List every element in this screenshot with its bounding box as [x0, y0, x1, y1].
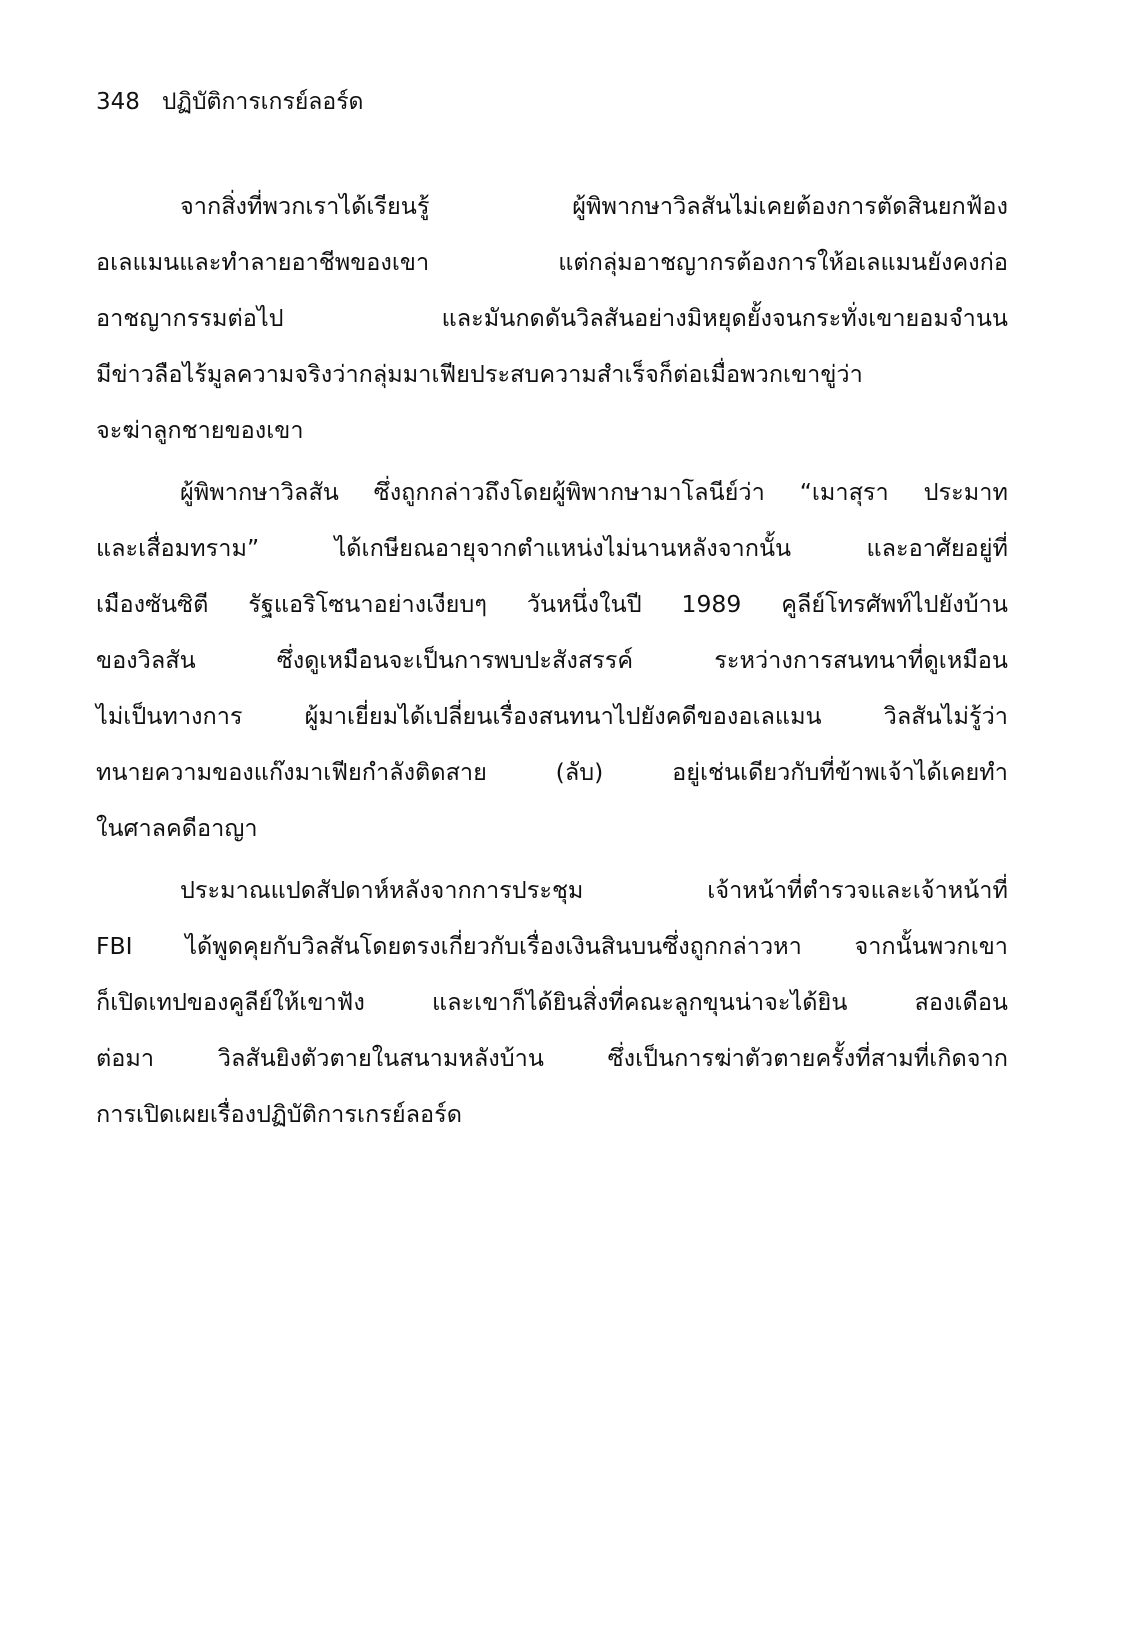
- text-line: [96, 520, 1008, 576]
- text-run: ซึ่งเป็นการฆ่าตัวตายครั้งที่สามที่เกิดจาก: [607, 1044, 1008, 1072]
- text-run: ประมาณแปดสัปดาห์หลังจากการประชุม: [180, 876, 584, 904]
- paragraph: [96, 464, 1008, 856]
- text-run: ผู้พิพากษาวิลสัน: [180, 478, 339, 506]
- running-title: ปฏิบัติการเกรย์ลอร์ด: [161, 89, 364, 115]
- text-run: จะฆ่าลูกชายของเขา: [96, 416, 304, 444]
- text-run: ได้พูดคุยกับวิลสันโดยตรงเกี่ยวกับเรื่องเงินสินบนซึ่งถูกกล่าวหา: [185, 932, 802, 960]
- text-run: ประมาท: [923, 478, 1008, 506]
- text-line: [96, 1086, 1008, 1142]
- text-run: ทนายความของแก๊งมาเฟียกำลังติดสาย: [96, 758, 487, 786]
- text-run: มีข่าวลือไร้มูลความจริงว่ากลุ่มมาเฟียประสบความสำเร็จก็ต่อเมื่อพวกเขาขู่ว่า: [96, 360, 863, 388]
- text-run: วันหนึ่งในปี: [526, 590, 642, 618]
- text-run: FBI: [96, 932, 133, 960]
- text-run: รัฐแอริโซนาอย่างเงียบๆ: [248, 590, 487, 618]
- text-line: [96, 402, 1008, 458]
- text-run: การเปิดเผยเรื่องปฏิบัติการเกรย์ลอร์ด: [96, 1100, 463, 1128]
- text-run: วิลสันยิงตัวตายในสนามหลังบ้าน: [217, 1044, 544, 1072]
- text-line: [96, 800, 1008, 856]
- text-run: จากนั้นพวกเขา: [854, 932, 1008, 960]
- text-run: ไม่เป็นทางการ: [96, 702, 243, 730]
- paragraph: [96, 178, 1008, 458]
- text-run: วิลสันไม่รู้ว่า: [883, 702, 1008, 730]
- text-run: เจ้าหน้าที่ตำรวจและเจ้าหน้าที่: [707, 876, 1008, 904]
- text-run: อาชญากรรมต่อไป: [96, 304, 284, 332]
- text-line: [96, 744, 1008, 800]
- paragraph: [96, 862, 1008, 1142]
- text-run: ซึ่งดูเหมือนจะเป็นการพบปะสังสรรค์: [276, 646, 634, 674]
- text-line: [96, 576, 1008, 632]
- text-line: [96, 632, 1008, 688]
- body-text: [96, 178, 1008, 1142]
- text-line: [96, 464, 1008, 520]
- text-run: อเลแมนและทำลายอาชีพของเขา: [96, 248, 430, 276]
- text-run: แต่กลุ่มอาชญากรต้องการให้อเลแมนยังคงก่อ: [558, 248, 1008, 276]
- text-run: เมืองซันซิตี: [96, 590, 209, 618]
- text-run: ผู้มาเยี่ยมได้เปลี่ยนเรื่องสนทนาไปยังคดีของอเลแมน: [304, 702, 822, 730]
- text-run: และเสื่อมทราม”: [96, 534, 260, 562]
- text-line: [96, 688, 1008, 744]
- text-run: ของวิลสัน: [96, 646, 196, 674]
- text-run: ซึ่งถูกกล่าวถึงโดยผู้พิพากษามาโลนีย์ว่า: [373, 478, 765, 506]
- text-run: ในศาลคดีอาญา: [96, 814, 258, 842]
- text-run: ระหว่างการสนทนาที่ดูเหมือน: [714, 646, 1008, 674]
- text-run: “เมาสุรา: [799, 478, 889, 506]
- text-run: ก็เปิดเทปของคูลีย์ให้เขาฟัง: [96, 988, 365, 1016]
- text-line: [96, 290, 1008, 346]
- text-run: จากสิ่งที่พวกเราได้เรียนรู้: [180, 192, 430, 220]
- text-line: [96, 918, 1008, 974]
- text-line: [96, 346, 1008, 402]
- text-run: ต่อมา: [96, 1044, 155, 1072]
- text-run: สองเดือน: [914, 988, 1008, 1016]
- page-number: 348: [96, 89, 140, 115]
- text-line: [96, 974, 1008, 1030]
- text-run: และมันกดดันวิลสันอย่างมิหยุดยั้งจนกระทั่งเขายอมจำนน: [441, 304, 1008, 332]
- running-header: [96, 86, 364, 118]
- text-run: ได้เกษียณอายุจากตำแหน่งไม่นานหลังจากนั้น: [334, 534, 792, 562]
- text-run: คูลีย์โทรศัพท์ไปยังบ้าน: [781, 590, 1008, 618]
- text-run: และอาศัยอยู่ที่: [866, 534, 1008, 562]
- text-run: 1989: [681, 590, 742, 618]
- text-run: ผู้พิพากษาวิลสันไม่เคยต้องการตัดสินยกฟ้อง: [572, 192, 1008, 220]
- text-line: [96, 862, 1008, 918]
- text-line: [96, 234, 1008, 290]
- text-line: [96, 178, 1008, 234]
- text-line: [96, 1030, 1008, 1086]
- text-run: และเขาก็ได้ยินสิ่งที่คณะลูกขุนน่าจะได้ยิน: [432, 988, 848, 1016]
- text-run: อยู่เช่นเดียวกับที่ข้าพเจ้าได้เคยทำ: [672, 758, 1008, 786]
- text-run: (ลับ): [555, 758, 604, 786]
